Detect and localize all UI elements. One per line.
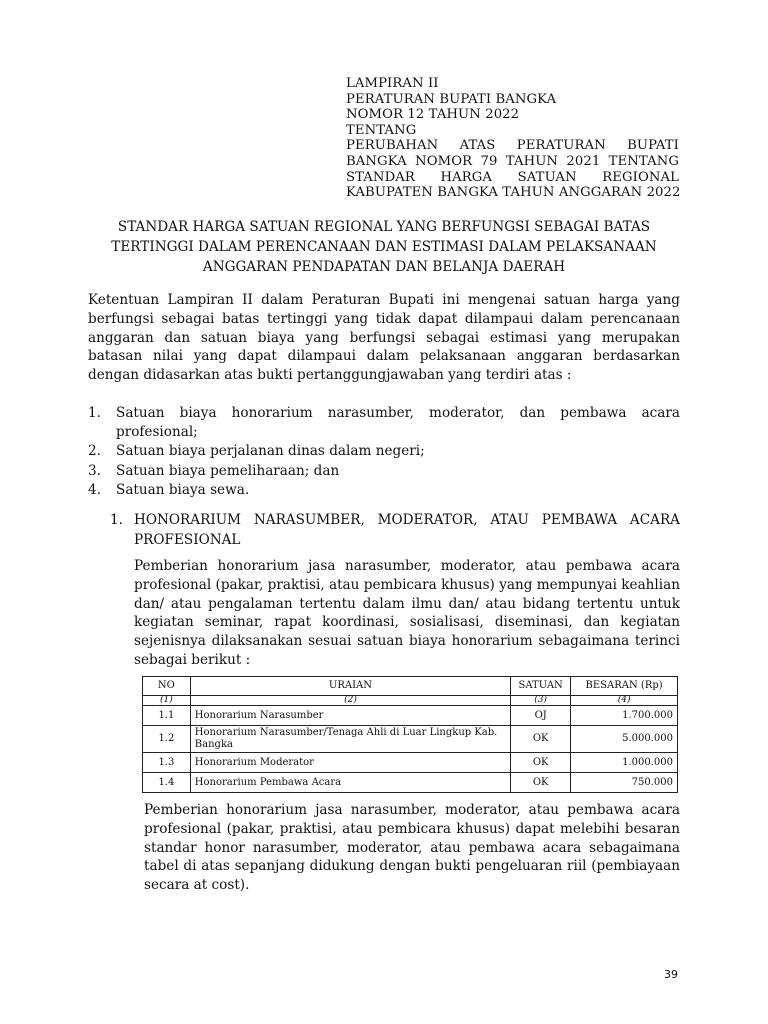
- document-title: [88, 217, 680, 277]
- intro-paragraph: Ketentuan Lampiran II dalam Peraturan Bupati ini mengenai satuan harga yang berfungsi sebagai batas tertinggi yang tidak dapat dilampaui dalam perencanaan anggaran dan satuan biaya yang berfungsi sebagai estimasi yang merupakan batasan nilai yang dapat dilampaui dalam pelaksanaan anggaran berdasarkan dengan didasarkan atas bukti pertanggungjawaban yang terdiri atas :: [88, 292, 680, 384]
- header-line: STANDAR HARGA SATUAN REGIONAL: [346, 169, 679, 185]
- table-index-row: [143, 696, 678, 706]
- cost-types-list: [88, 404, 680, 500]
- column-header-no: NO: [143, 677, 191, 696]
- column-index: (3): [511, 696, 571, 706]
- list-item-text: Satuan biaya sewa.: [116, 481, 250, 498]
- column-header-uraian: URAIAN: [190, 677, 510, 696]
- cell-no: 1.1: [143, 706, 191, 726]
- header-line: PERATURAN BUPATI BANGKA: [346, 91, 557, 107]
- column-index: (4): [571, 696, 678, 706]
- list-item: [88, 481, 680, 500]
- cell-no: 1.3: [143, 753, 191, 773]
- list-item: [88, 404, 680, 442]
- list-item-number: 1.: [88, 405, 101, 421]
- column-header-besaran: BESARAN (Rp): [571, 677, 678, 696]
- cell-uraian: Honorarium Narasumber/Tenaga Ahli di Luar Lingkup Kab. Bangka: [190, 726, 510, 753]
- section-heading: [110, 511, 680, 550]
- cell-besaran: 1.700.000: [571, 706, 678, 726]
- list-item: [88, 442, 680, 461]
- list-item-number: 3.: [88, 462, 101, 479]
- page-number: 39: [664, 968, 678, 981]
- header-line: BANGKA NOMOR 79 TAHUN 2021 TENTANG: [346, 153, 679, 169]
- section-paragraph-1: Pemberian honorarium jasa narasumber, moderator, atau pembawa acara profesional (pakar, praktisi, atau pembicara khusus) yang mempunyai keahlian dan/ atau pengalaman tertentu dalam ilmu dan/ atau bidang tertentu untuk kegiatan seminar, rapat koordinasi, sosialisasi, diseminasi, dan kegiatan sejenisnya dilaksanakan sesuai satuan biaya honorarium sebagaimana terinci sebagai berikut :: [134, 558, 680, 668]
- cell-besaran: 750.000: [571, 773, 678, 793]
- title-line: ANGGARAN PENDAPATAN DAN BELANJA DAERAH: [202, 259, 566, 275]
- cell-satuan: OK: [511, 726, 571, 753]
- cell-besaran: 5.000.000: [571, 726, 678, 753]
- cell-satuan: OK: [511, 773, 571, 793]
- list-item-text: Satuan biaya perjalanan dinas dalam negeri;: [116, 443, 425, 460]
- list-item: [88, 462, 680, 481]
- cell-uraian: Honorarium Pembawa Acara: [190, 773, 510, 793]
- header-line: PERUBAHAN ATAS PERATURAN BUPATI: [346, 138, 679, 154]
- cell-satuan: OK: [511, 753, 571, 773]
- table-header-row: [143, 677, 678, 696]
- header-line: LAMPIRAN II: [346, 76, 439, 91]
- header-line: TENTANG: [346, 122, 417, 138]
- cell-no: 1.4: [143, 773, 191, 793]
- list-item-number: 2.: [88, 443, 101, 460]
- table-row: [143, 726, 678, 753]
- table-row: [143, 753, 678, 773]
- table-row: [143, 773, 678, 793]
- list-item-text: Satuan biaya honorarium narasumber, moderator, dan pembawa acara profesional;: [116, 405, 680, 441]
- honorarium-table: [142, 676, 678, 793]
- list-item-text: Satuan biaya pemeliharaan; dan: [116, 462, 340, 479]
- title-line: TERTINGGI DALAM PERENCANAAN DAN ESTIMASI DALAM PELAKSANAAN: [111, 239, 657, 255]
- table-row: [143, 706, 678, 726]
- section-paragraph-2: Pemberian honorarium jasa narasumber, moderator, atau pembawa acara profesional (pakar, praktisi, atau pembicara khusus) dapat melebihi besaran standar honor narasumber, moderator, atau pembawa acara sebagaimana tabel di atas sepanjang didukung dengan bukti pengeluaran riil (pembiayaan secara at cost).: [144, 802, 680, 894]
- list-item-number: 4.: [88, 481, 101, 498]
- column-index: (2): [190, 696, 510, 706]
- cell-uraian: Honorarium Narasumber: [190, 706, 510, 726]
- column-index: (1): [143, 696, 191, 706]
- header-line: KABUPATEN BANGKA TAHUN ANGGARAN 2022: [346, 185, 681, 201]
- title-line: STANDAR HARGA SATUAN REGIONAL YANG BERFUNGSI SEBAGAI BATAS: [117, 219, 651, 235]
- cell-no: 1.2: [143, 726, 191, 753]
- cell-uraian: Honorarium Moderator: [190, 753, 510, 773]
- section-heading-text: HONORARIUM NARASUMBER, MODERATOR, ATAU PEMBAWA ACARA PROFESIONAL: [134, 512, 680, 548]
- column-header-satuan: SATUAN: [511, 677, 571, 696]
- section-number: 1.: [110, 512, 123, 528]
- cell-besaran: 1.000.000: [571, 753, 678, 773]
- regulation-header: [346, 76, 679, 201]
- header-line: NOMOR 12 TAHUN 2022: [346, 107, 520, 123]
- cell-satuan: OJ: [511, 706, 571, 726]
